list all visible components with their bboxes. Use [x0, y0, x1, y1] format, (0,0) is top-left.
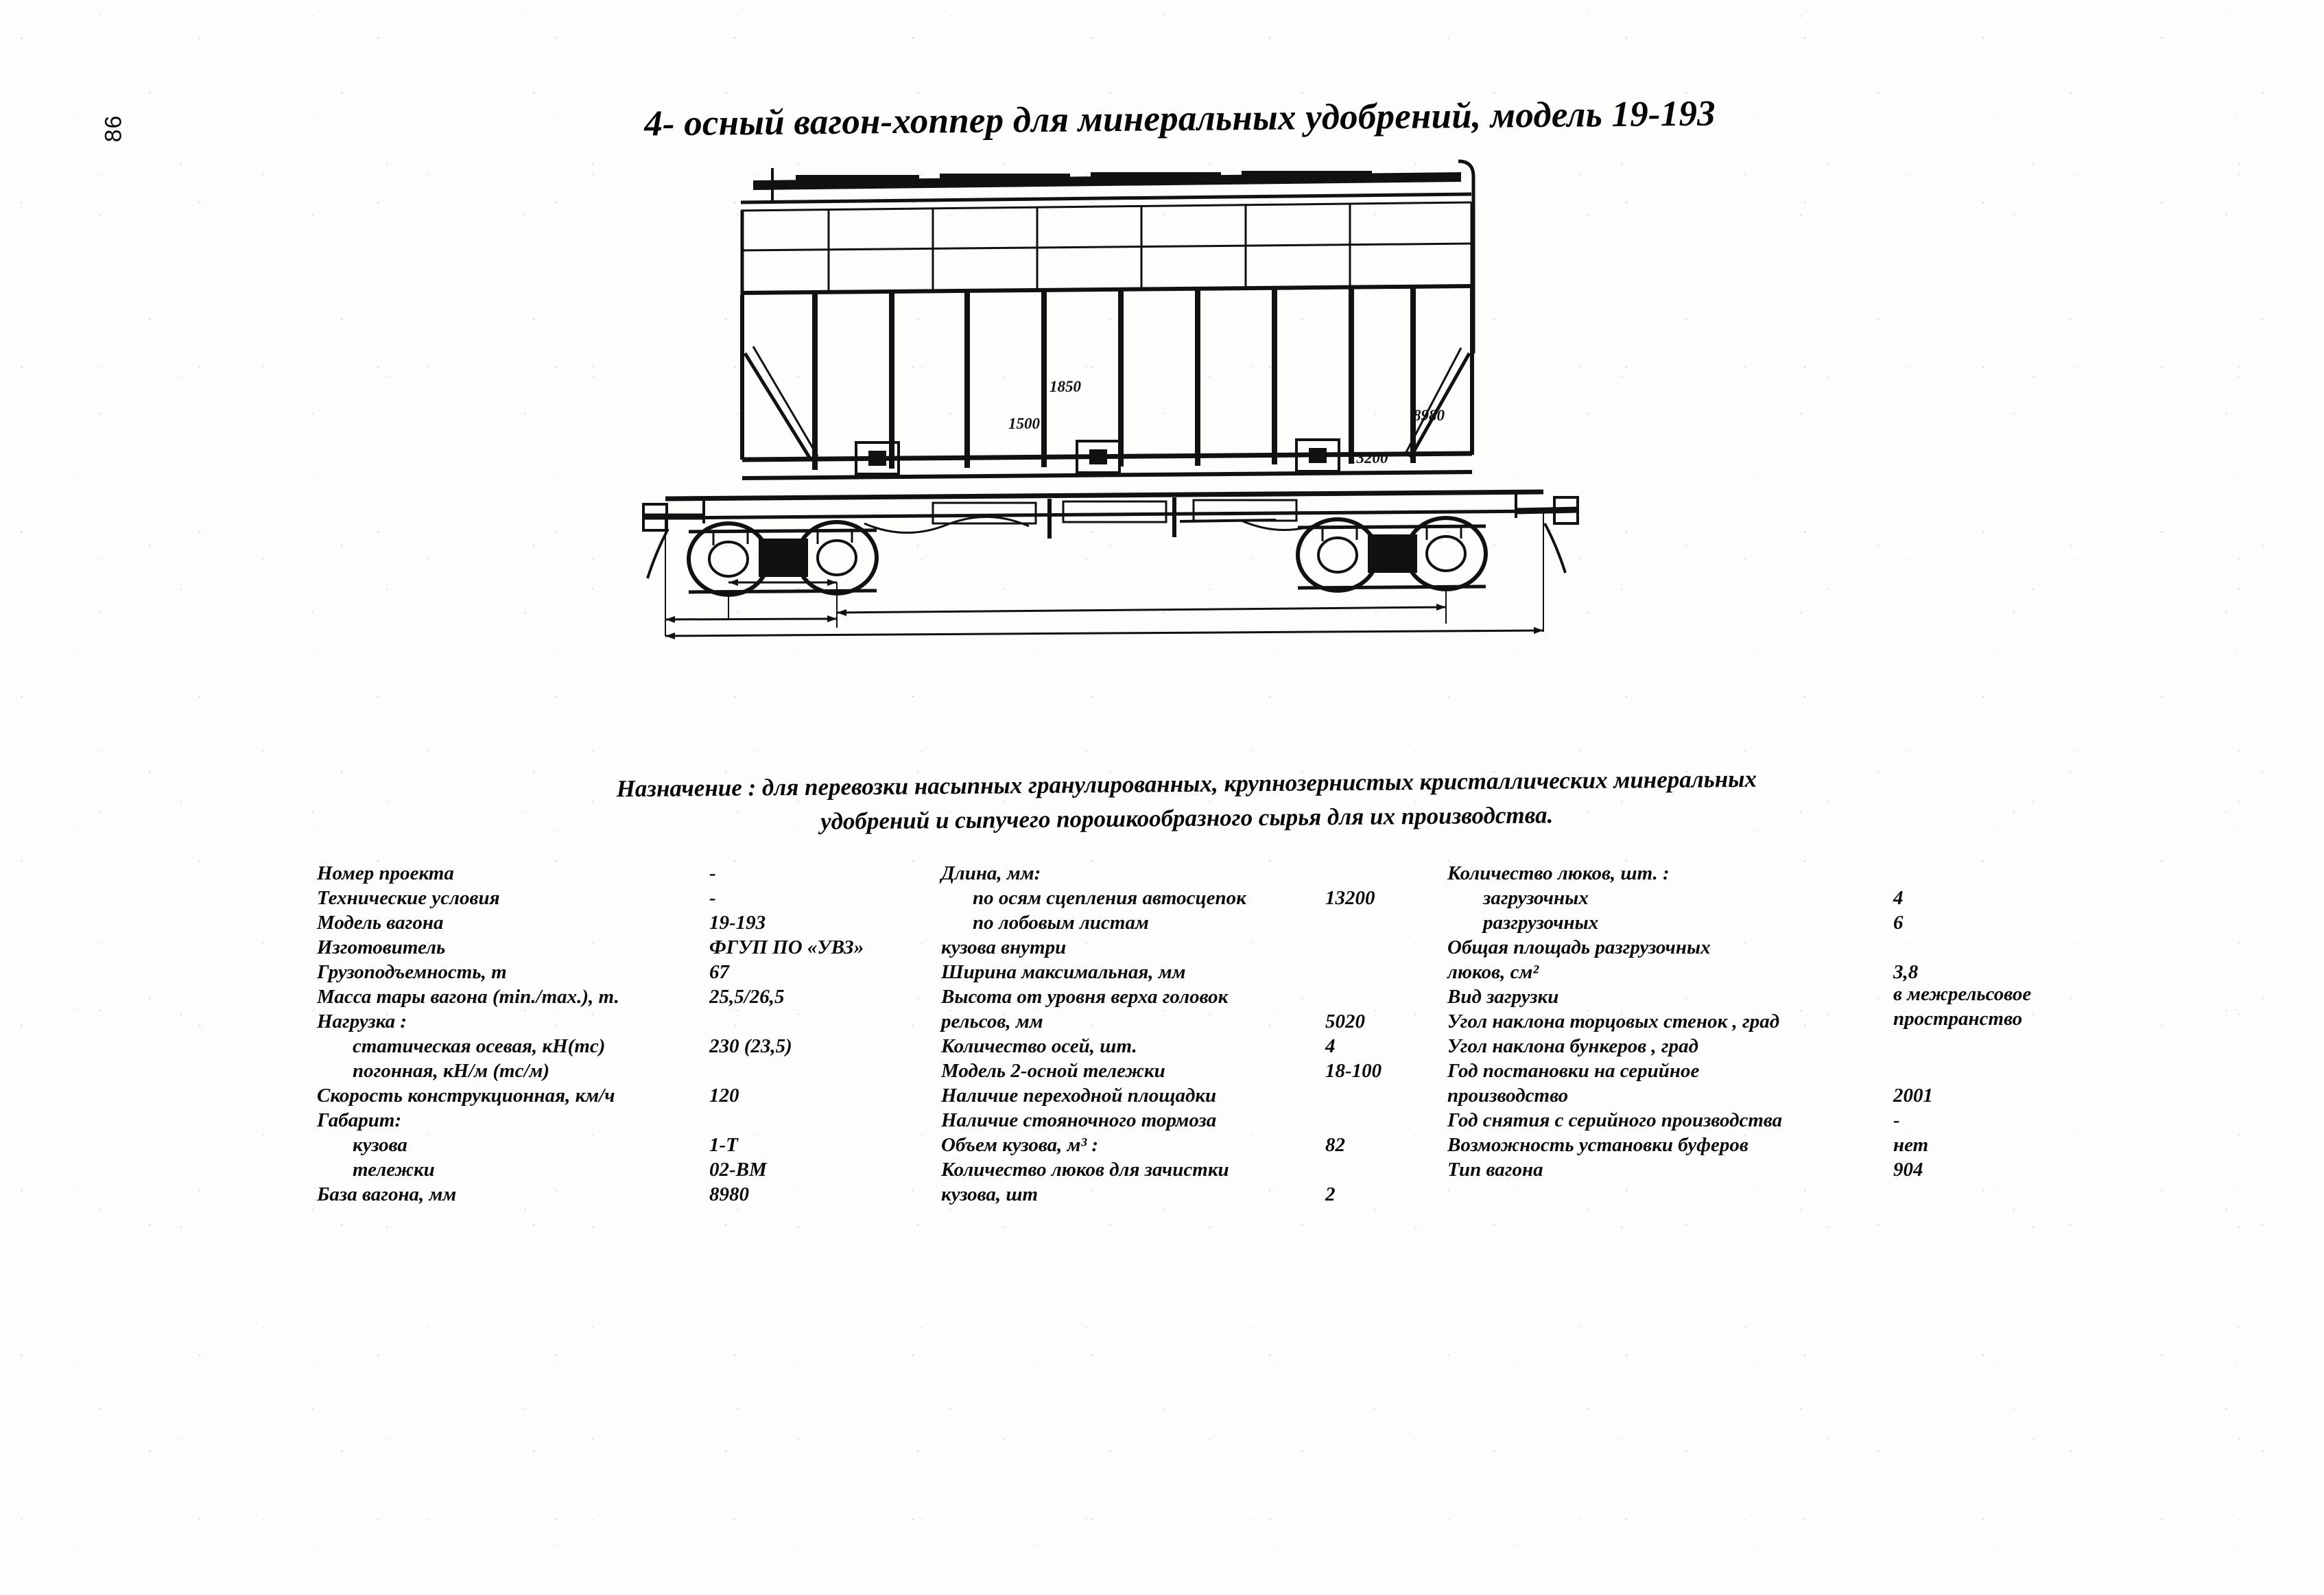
purpose-statement — [494, 761, 1880, 842]
spec-label: статическая осевая, кН(тс) — [353, 1035, 606, 1057]
spec-row — [1447, 1009, 1886, 1034]
spec-value: 1-Т — [709, 1134, 738, 1156]
spec-value: 4 — [1325, 1035, 1336, 1057]
spec-row — [317, 886, 728, 910]
spec-row — [317, 1133, 738, 1157]
spec-label: Технические условия — [317, 887, 500, 909]
spec-row — [1447, 960, 1919, 984]
spec-label: кузова, шт — [941, 1183, 1039, 1205]
spec-row — [317, 861, 728, 886]
spec-value: 19-193 — [709, 912, 766, 934]
spec-row — [941, 1083, 1339, 1108]
spec-value: 120 — [709, 1085, 739, 1107]
spec-label: Количество осей, шт. — [941, 1035, 1137, 1057]
spec-value: 4 — [1893, 887, 1904, 909]
spec-label: Наличие переходной площадки — [941, 1085, 1217, 1107]
spec-value: 67 — [709, 961, 729, 983]
spec-row — [941, 984, 1339, 1009]
spec-label: Угол наклона торцовых стенок , град — [1447, 1011, 1780, 1032]
spec-row — [317, 1182, 749, 1207]
spec-row — [1447, 1083, 1933, 1108]
spec-label: по осям сцепления автосцепок — [973, 887, 1246, 909]
spec-row — [317, 1083, 739, 1108]
spec-value: 8980 — [709, 1183, 749, 1205]
spec-row — [1447, 1034, 1886, 1059]
spec-label: Модель вагона — [317, 912, 444, 934]
spec-row — [941, 1182, 1339, 1207]
spec-row — [941, 1157, 1339, 1182]
spec-label: Номер проекта — [317, 862, 454, 884]
spec-row — [941, 960, 1339, 984]
spec-row — [1447, 910, 1904, 935]
spec-label: Количество люков для зачистки — [941, 1159, 1229, 1181]
spec-label: по лобовым листам — [973, 912, 1149, 934]
spec-row — [317, 960, 728, 984]
spec-label: Изготовитель — [317, 936, 446, 958]
page-number: 86 — [100, 115, 127, 143]
spec-value: 25,5/26,5 — [709, 986, 785, 1008]
spec-label: кузова внутри — [941, 936, 1067, 958]
spec-row — [317, 1157, 767, 1182]
dimension-label-wagon-base: 8980 — [1413, 407, 1445, 424]
spec-value: в межрельсовое пространство — [1893, 983, 2032, 1030]
spec-row — [317, 1034, 792, 1059]
spec-value: 82 — [1325, 1134, 1345, 1156]
spec-row — [941, 1009, 1365, 1034]
spec-row — [1447, 1108, 1900, 1133]
spec-row — [317, 1009, 728, 1034]
spec-label: Год постановки на серийное — [1447, 1060, 1700, 1082]
spec-label: разгрузочных — [1483, 912, 1599, 934]
spec-row — [1447, 1133, 1929, 1157]
spec-row — [317, 935, 864, 960]
spec-value: 18-100 — [1325, 1060, 1382, 1082]
spec-label: Грузоподъемность, т — [317, 961, 507, 983]
spec-value: 5020 — [1325, 1011, 1365, 1032]
spec-row — [941, 1108, 1339, 1133]
purpose-line-2: удобрений и сыпучего порошкообразного сырья для их производства. — [820, 801, 1554, 835]
spec-label: люков, см² — [1447, 961, 1539, 983]
spec-label: Нагрузка : — [317, 1011, 407, 1032]
spec-value: ФГУП ПО «УВЗ» — [709, 936, 864, 958]
spec-label: кузова — [353, 1134, 407, 1156]
spec-label: Масса тары вагона (min./max.), т. — [317, 986, 619, 1008]
spec-label: Наличие стояночного тормоза — [941, 1109, 1217, 1131]
spec-row — [941, 910, 1339, 935]
spec-row — [1447, 1157, 1923, 1182]
spec-value: 2 — [1325, 1183, 1336, 1205]
wagon-side-elevation-svg — [638, 147, 1708, 641]
spec-column-1 — [317, 861, 864, 1207]
spec-value: - — [1893, 1109, 1900, 1131]
spec-label: Ширина максимальная, мм — [941, 961, 1186, 983]
technical-drawing-hopper-wagon — [638, 147, 1708, 641]
spec-label: рельсов, мм — [941, 1011, 1043, 1032]
spec-row — [317, 984, 785, 1009]
spec-label: Количество люков, шт. : — [1447, 862, 1670, 884]
spec-row — [941, 886, 1375, 910]
spec-row — [317, 1108, 728, 1133]
dimension-label-length-over-couplers: 13200 — [1349, 449, 1388, 466]
spec-row — [1447, 935, 1886, 960]
spec-row — [941, 1059, 1382, 1083]
spec-row — [941, 1034, 1339, 1059]
spec-label: тележки — [353, 1159, 435, 1181]
spec-value: 6 — [1893, 912, 1904, 934]
spec-value: 904 — [1893, 1159, 1923, 1181]
spec-value: - — [709, 887, 716, 909]
dimension-label-bogie-wheelbase: 1850 — [1050, 378, 1081, 395]
spec-row — [317, 1059, 728, 1083]
spec-row — [1447, 1059, 1886, 1083]
page-title: 4- осный вагон-хоппер для минеральных удобрений, модель 19-193 — [643, 93, 1716, 144]
spec-row — [941, 1133, 1345, 1157]
spec-label: Объем кузова, м³ : — [941, 1134, 1099, 1156]
spec-column-3 — [1447, 861, 2032, 1182]
spec-row — [941, 861, 1339, 886]
spec-value: 02-ВМ — [709, 1159, 767, 1181]
spec-label: Угол наклона бункеров , град — [1447, 1035, 1699, 1057]
spec-row — [941, 935, 1339, 960]
spec-value: 3,8 — [1893, 961, 1919, 983]
spec-label: Габарит: — [317, 1109, 402, 1131]
spec-label: База вагона, мм — [317, 1183, 457, 1205]
spec-label: производство — [1447, 1085, 1569, 1107]
spec-label: Год снятия с серийного производства — [1447, 1109, 1783, 1131]
spec-label: загрузочных — [1483, 887, 1589, 909]
spec-column-2 — [941, 861, 1382, 1207]
spec-label: Возможность установки буферов — [1447, 1134, 1748, 1156]
spec-value: нет — [1893, 1134, 1929, 1156]
spec-value: 2001 — [1893, 1085, 1933, 1107]
spec-label: Скорость конструкционная, км/ч — [317, 1085, 615, 1107]
spec-label: Длина, мм: — [941, 862, 1041, 884]
spec-value: 13200 — [1325, 887, 1375, 909]
spec-label: Тип вагона — [1447, 1159, 1543, 1181]
spec-row — [1447, 861, 1886, 886]
spec-value: 230 (23,5) — [709, 1035, 792, 1057]
spec-row — [1447, 886, 1904, 910]
spec-value: - — [709, 862, 716, 884]
spec-label: Общая площадь разгрузочных — [1447, 936, 1711, 958]
purpose-line-1: Назначение : для перевозки насыпных гранулированных, крупнозернистых кристаллических минеральных — [616, 765, 1757, 803]
spec-label: Высота от уровня верха головок — [941, 986, 1229, 1008]
specifications-table — [0, 861, 2324, 1286]
spec-label: Вид загрузки — [1447, 986, 1559, 1008]
spec-label: погонная, кН/м (тс/м) — [353, 1060, 550, 1082]
spec-row — [317, 910, 766, 935]
dimension-label-overhang: 1500 — [1008, 415, 1040, 432]
spec-label: Модель 2-осной тележки — [941, 1060, 1165, 1082]
